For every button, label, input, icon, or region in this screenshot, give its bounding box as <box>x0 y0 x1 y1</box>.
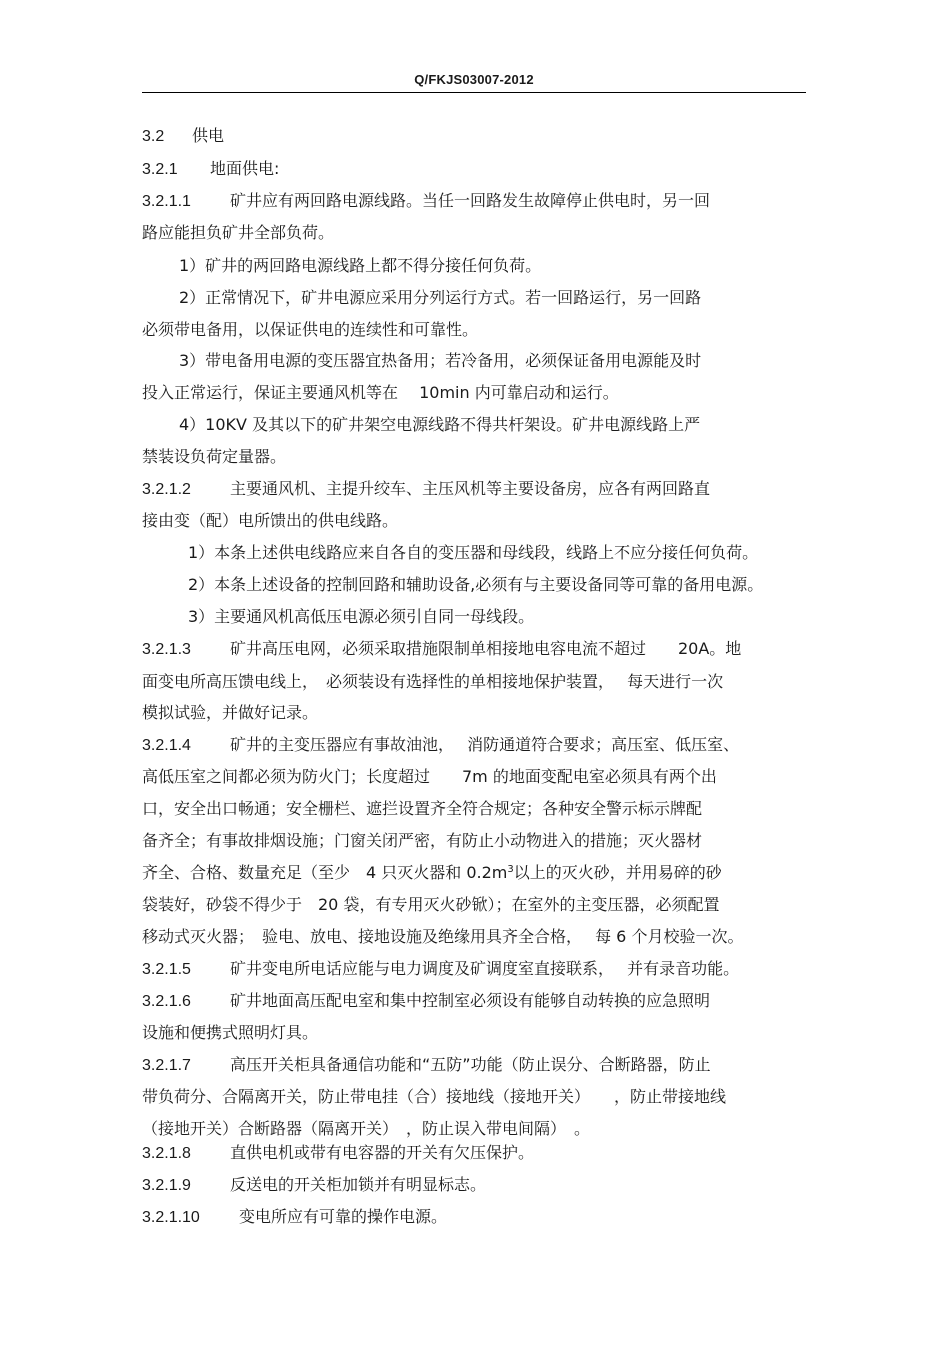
paragraph-line: 路应能担负矿井全部负荷。 <box>142 223 335 242</box>
clause-text: 矿井地面高压配电室和集中控制室必须设有能够自动转换的应急照明 <box>230 991 711 1010</box>
clause-3-2-1-7 <box>142 1055 711 1076</box>
clause-number: 3.2.1.1 <box>142 193 191 210</box>
paragraph-line: 袋装好，砂袋不得少于 20 袋，有专用灭火砂锨）；在室外的主变压器，必须配置 <box>142 895 720 914</box>
paragraph-line: 设施和便携式照明灯具。 <box>142 1023 319 1042</box>
paragraph-line: 禁装设负荷定量器。 <box>142 447 287 466</box>
paragraph-line: 带负荷分、合隔离开关，防止带电挂（合）接地线（接地开关） ，防止带接地线 <box>142 1087 727 1106</box>
list-item: 3）带电备用电源的变压器宜热备用；若冷备用，必须保证备用电源能及时 <box>179 351 702 370</box>
paragraph-line <box>142 863 722 883</box>
line-segment: 齐全、合格、数量充足（至少 4 只灭火器和 0.2m <box>142 863 508 882</box>
list-item: 2）正常情况下，矿井电源应采用分列运行方式。若一回路运行，另一回路 <box>179 288 702 307</box>
paragraph-line: 面变电所高压馈电线上， 必须装设有选择性的单相接地保护装置， 每天进行一次 <box>142 672 724 691</box>
list-item: 2）本条上述设备的控制回路和辅助设备,必须有与主要设备同等可靠的备用电源。 <box>188 575 764 594</box>
paragraph-line: 接由变（配）电所馈出的供电线路。 <box>142 511 399 530</box>
paragraph-line: 高低压室之间都必须为防火门；长度超过 7m 的地面变配电室必须具有两个出 <box>142 767 717 786</box>
clause-text: 矿井高压电网，必须采取措施限制单相接地电容电流不超过 20A。地 <box>230 639 742 658</box>
clause-text: 直供电机或带有电容器的开关有欠压保护。 <box>230 1143 535 1162</box>
section-number: 3.2 <box>142 128 165 145</box>
list-item: 1）本条上述供电线路应来自各自的变压器和母线段，线路上不应分接任何负荷。 <box>188 543 759 562</box>
clause-text: 矿井应有两回路电源线路。当任一回路发生故障停止供电时，另一回 <box>230 191 711 210</box>
clause-text: 矿井的主变压器应有事故油池， 消防通道符合要求；高压室、低压室、 <box>230 735 740 754</box>
clause-number: 3.2.1.5 <box>142 961 191 978</box>
clause-number: 3.2.1.9 <box>142 1177 191 1194</box>
paragraph-line: 备齐全；有事故排烟设施；门窗关闭严密，有防止小动物进入的措施；灭火器材 <box>142 831 703 850</box>
subsection-number: 3.2.1 <box>142 161 178 178</box>
clause-text: 变电所应有可靠的操作电源。 <box>239 1207 448 1226</box>
clause-number: 3.2.1.3 <box>142 641 191 658</box>
clause-3-2-1-10 <box>142 1207 447 1228</box>
header-divider <box>142 92 806 93</box>
clause-3-2-1-2 <box>142 479 710 500</box>
clause-number: 3.2.1.4 <box>142 737 191 754</box>
list-item: 1）矿井的两回路电源线路上都不得分接任何负荷。 <box>179 256 542 275</box>
subsection-title: 地面供电: <box>210 159 280 178</box>
paragraph-line: （接地开关）合断路器（隔离开关） ，防止误入带电间隔） 。 <box>142 1119 591 1138</box>
subsection-heading <box>142 159 279 180</box>
paragraph-line: 必须带电备用，以保证供电的连续性和可靠性。 <box>142 320 479 339</box>
line-segment: 以上的灭火砂，并用易碎的砂 <box>513 863 722 882</box>
clause-3-2-1-9 <box>142 1175 486 1196</box>
clause-3-2-1-6 <box>142 991 710 1012</box>
list-item: 4）10KV 及其以下的矿井架空电源线路不得共杆架设。矿井电源线路上严 <box>179 415 701 434</box>
section-title: 供电 <box>192 126 225 145</box>
section-heading <box>142 126 224 147</box>
clause-text: 主要通风机、主提升绞车、主压风机等主要设备房，应各有两回路直 <box>230 479 711 498</box>
superscript-exponent: 3 <box>507 864 514 875</box>
document-code-header: Q/FKJS03007-2012 <box>414 72 534 87</box>
clause-number: 3.2.1.10 <box>142 1209 200 1226</box>
paragraph-line: 投入正常运行，保证主要通风机等在 10min 内可靠启动和运行。 <box>142 383 619 402</box>
clause-number: 3.2.1.8 <box>142 1145 191 1162</box>
clause-3-2-1-1 <box>142 191 710 212</box>
list-item: 3）主要通风机高低压电源必须引自同一母线段。 <box>188 607 535 626</box>
clause-text: 矿井变电所电话应能与电力调度及矿调度室直接联系， 并有录音功能。 <box>230 959 740 978</box>
clause-3-2-1-3 <box>142 639 741 660</box>
clause-number: 3.2.1.6 <box>142 993 191 1010</box>
clause-3-2-1-8 <box>142 1143 534 1164</box>
paragraph-line: 口，安全出口畅通；安全栅栏、遮拦设置齐全符合规定；各种安全警示标示牌配 <box>142 799 703 818</box>
clause-number: 3.2.1.2 <box>142 481 191 498</box>
clause-3-2-1-4 <box>142 735 739 756</box>
paragraph-line: 移动式灭火器； 验电、放电、接地设施及绝缘用具齐全合格， 每 6 个月校验一次。 <box>142 927 744 946</box>
paragraph-line: 模拟试验，并做好记录。 <box>142 703 319 722</box>
clause-3-2-1-5 <box>142 959 739 980</box>
clause-number: 3.2.1.7 <box>142 1057 191 1074</box>
clause-text: 反送电的开关柜加锁并有明显标志。 <box>230 1175 487 1194</box>
clause-text: 高压开关柜具备通信功能和“五防”功能（防止误分、合断路器，防止 <box>230 1055 711 1074</box>
